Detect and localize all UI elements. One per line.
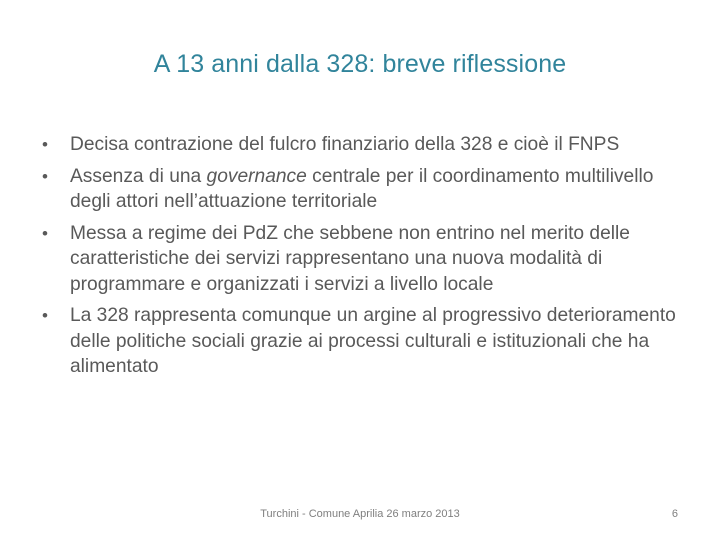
bullet-icon: • — [42, 166, 48, 186]
bullet-text: La 328 rappresenta comunque un argine al progressivo deterioramento delle politiche sociali grazie ai processi culturali e istituzionali che ha alimentato — [70, 305, 676, 377]
bullet-item — [40, 303, 690, 380]
bullet-item — [40, 132, 690, 158]
bullet-text-emphasis: governance — [206, 165, 307, 187]
bullet-list — [40, 132, 690, 386]
bullet-item — [40, 164, 690, 215]
bullet-text: Assenza di una — [70, 165, 207, 187]
page-number: 6 — [671, 508, 678, 520]
bullet-text: Decisa contrazione del fulcro finanziario della 328 e cioè il FNPS — [70, 134, 620, 155]
bullet-icon: • — [42, 223, 48, 243]
bullet-item — [40, 221, 690, 298]
slide-footer: Turchini - Comune Aprilia 26 marzo 2013 — [260, 508, 460, 520]
bullet-text: centrale per il coordinamento multilivello degli attori nell’attuazione territoriale — [70, 165, 654, 212]
bullet-icon: • — [42, 135, 48, 154]
bullet-text: Messa a regime dei PdZ che sebbene non entrino nel merito delle caratteristiche dei servizi rappresentano una nuova modalità di programmare e organizzati i servizi a livello locale — [70, 222, 630, 295]
bullet-icon: • — [42, 306, 48, 325]
slide-title: A 13 anni dalla 328: breve riflessione — [153, 50, 567, 78]
